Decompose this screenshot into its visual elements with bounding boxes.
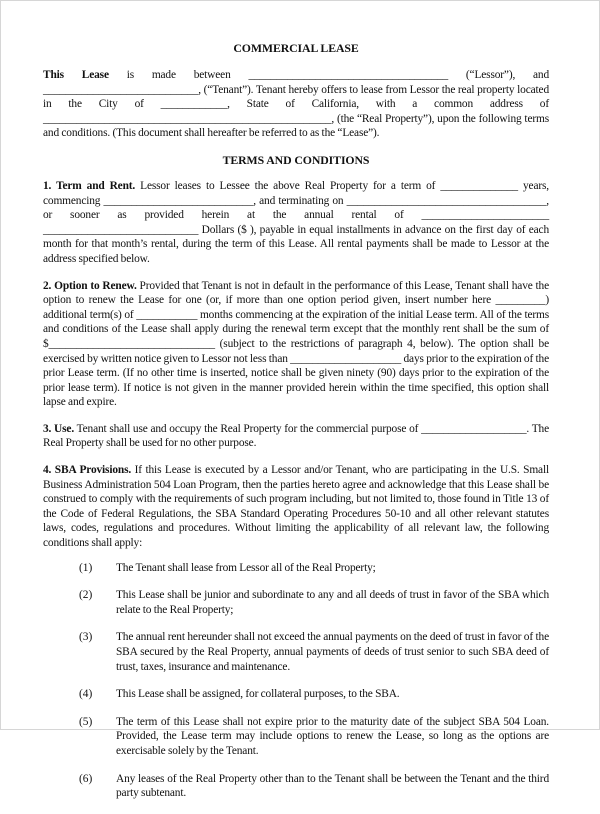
section-sba-provisions (43, 463, 549, 551)
list-number: (3) (79, 631, 93, 644)
list-item (43, 630, 549, 674)
intro-lead: This Lease (43, 69, 109, 81)
list-text: The Tenant shall lease from Lessor all of the Real Property; (116, 561, 376, 574)
sba-conditions-list (43, 561, 549, 801)
section-text: Tenant shall use and occupy the Real Property for the commercial purpose of ___________________. The Real Property shall be used for no other purpose. (43, 422, 549, 450)
list-number: (1) (79, 561, 93, 574)
list-text: This Lease shall be assigned, for collateral purposes, to the SBA. (116, 688, 400, 701)
list-text: The term of this Lease shall not expire prior to the maturity date of the subject SBA 504 Loan. Provided, the Lease term may include options to renew the Lease, so long as the options are exercisable solely by the Tenant. (116, 715, 549, 757)
section-lead: 2. Option to Renew. (43, 279, 137, 292)
list-number: (5) (79, 715, 93, 728)
terms-heading: TERMS AND CONDITIONS (222, 152, 370, 167)
section-text: Lessor leases to Lessee the above Real Property for a term of ______________ years, commencing ___________________________, and terminating on ____________________________________, or sooner as provided herein at the annual rental of _______________________ ____________________________ Dollars ($ ), payable in equal installments in advance on the first day of each month for that month’s rental, during the term of this Lease. All rental payments shall be made to Lessor at the address specified below. (43, 179, 549, 265)
list-item (43, 687, 549, 702)
list-number: (4) (79, 688, 93, 701)
section-text: If this Lease is executed by a Lessor and/or Tenant, who are participating in the U.S. Small Business Administration 504 Loan Program, then the parties hereto agree and acknowledge that this Lease shall be construed to comply with the requirements of such program including, but not limited to, those found in Title 13 of the Code of Federal Regulations, the SBA Standard Operating Procedures 50-10 and all other relevant statutes laws, codes, regulations and procedures. Without limiting the applicability of all relevant law, the following conditions shall apply: (43, 464, 549, 550)
list-number: (2) (79, 589, 93, 602)
section-use (43, 422, 549, 451)
section-lead: 3. Use. (43, 422, 75, 435)
list-item (43, 588, 549, 617)
intro-text: is made between ____________________________________ (“Lessor”), and ____________________________, (“Tenant”). Tenant hereby offers to lease from Lessor the real property located in the City of ____________, State of California, with a common address of ____________________________________________________, (the “Real Property”), upon the following terms and conditions. (This document shall hereafter be referred to as the “Lease”). (43, 69, 549, 140)
list-text: The annual rent hereunder shall not exceed the annual payments on the deed of trust in favor of the SBA secured by the Real Property, annual payments of deeds of trust senior to such SBA deed of trust, taxes, insurance and maintenance. (116, 631, 549, 673)
list-item (43, 715, 549, 759)
list-text: Any leases of the Real Property other than to the Tenant shall be between the Tenant and the third party subtenant. (116, 772, 549, 800)
section-lead: 1. Term and Rent. (43, 179, 136, 192)
intro-paragraph (43, 68, 549, 141)
section-option-to-renew (43, 279, 549, 410)
list-item (43, 772, 549, 801)
section-lead: 4. SBA Provisions. (43, 464, 132, 477)
document-content (43, 41, 549, 814)
document-title: COMMERCIAL LEASE (233, 41, 359, 55)
list-item (43, 561, 549, 576)
section-text: Provided that Tenant is not in default in the performance of this Lease, Tenant shall have the option to renew the Lease for one (or, if more than one option period given, insert number here _________) additional term(s) of ___________ months commencing at the expiration of the initial Lease term. All of the terms and conditions of the Lease shall apply during the renewal term except that the monthly rent shall be the sum of $______________________________ (subject to the restrictions of paragraph 4, below). The option shall be exercised by written notice given to Lessor not less than ____________________ days prior to the expiration of the prior Lease term. (If no other time is inserted, notice shall be given ninety (90) days prior to the expiration of the prior lease term). If notice is not given in the manner provided herein within the time specified, this option shall lapse and expire. (43, 279, 550, 409)
list-number: (6) (79, 772, 93, 785)
section-term-and-rent (43, 179, 549, 267)
list-text: This Lease shall be junior and subordinate to any and all deeds of trust in favor of the SBA which relate to the Real Property; (116, 589, 549, 616)
